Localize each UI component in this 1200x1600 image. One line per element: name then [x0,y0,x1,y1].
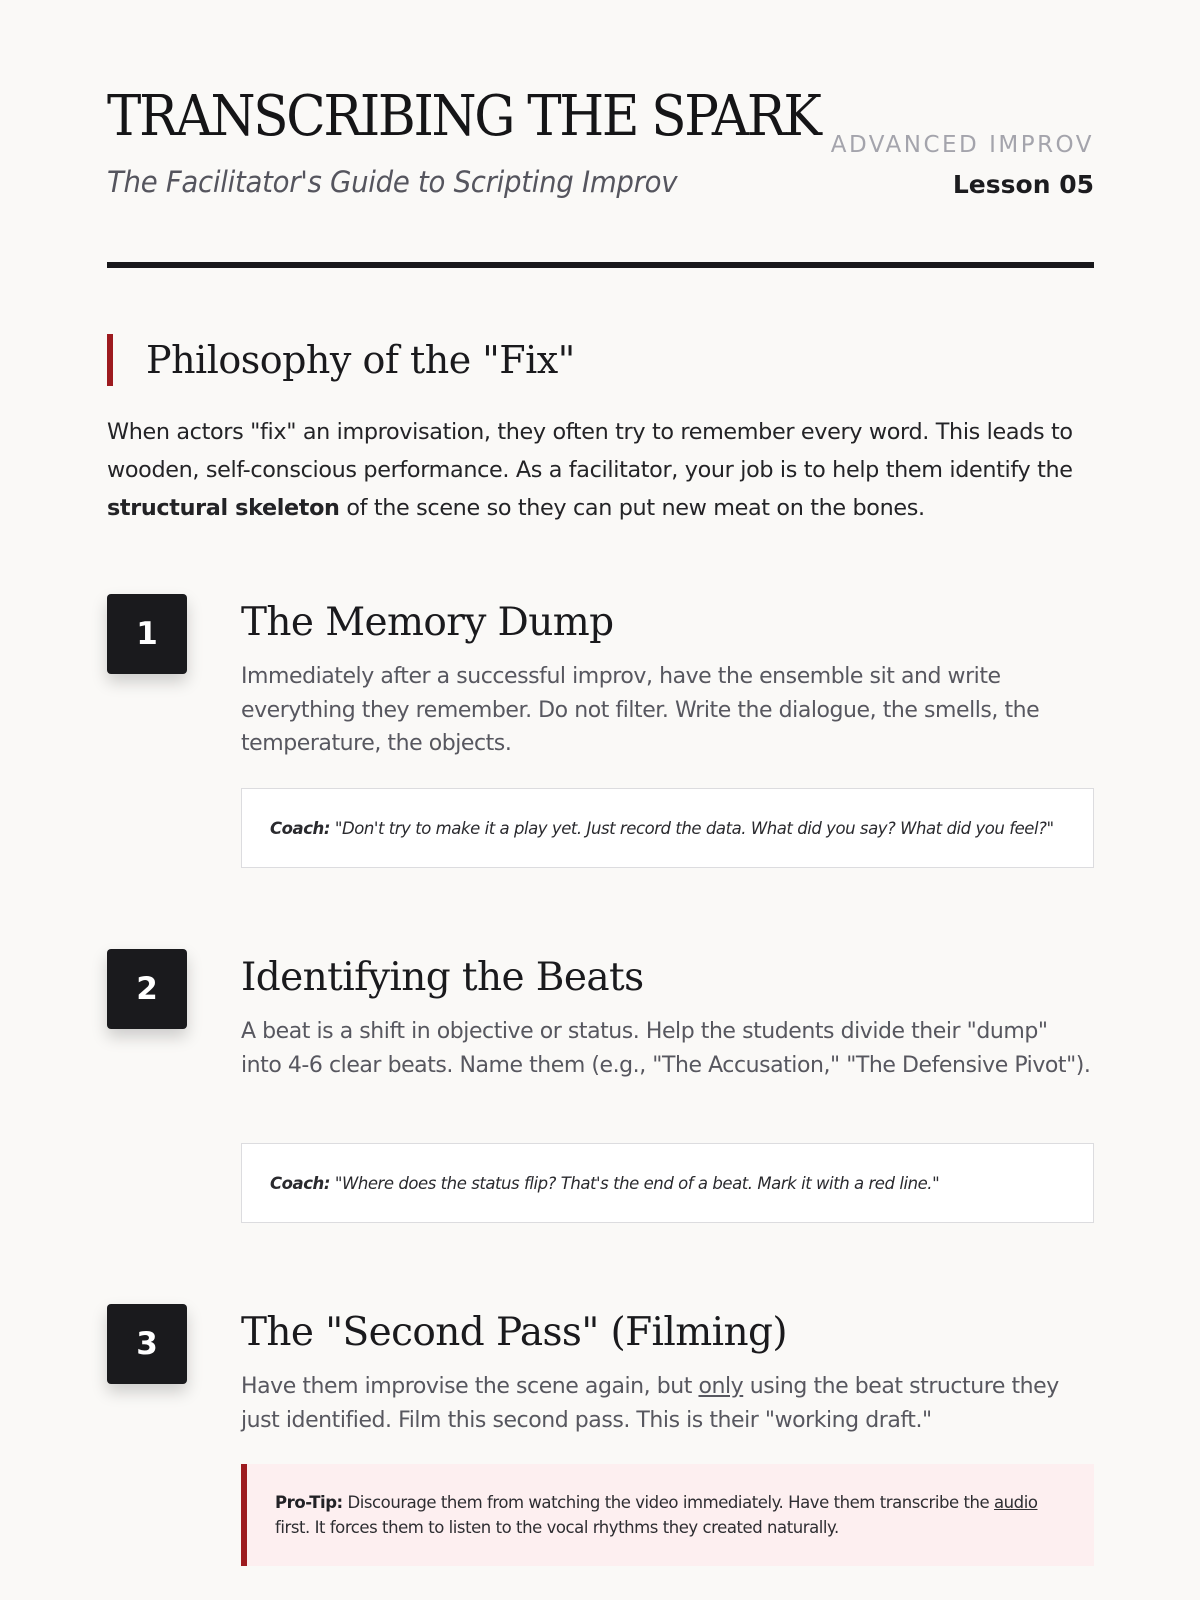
coach-quote-box [241,788,1094,868]
step-title: The "Second Pass" (Filming) [241,1310,788,1355]
pro-tip-label: Pro-Tip: [275,1493,343,1512]
step-number-badge: 3 [107,1304,187,1384]
step-description: Immediately after a successful improv, have the ensemble sit and write everything they remember. Do not filter. Write the dialogue, the smells, the temperature, the objects. [241,664,1040,756]
coach-quote-line [270,819,1054,838]
step-title: The Memory Dump [241,600,614,645]
step-body [241,594,1094,838]
course-label: ADVANCED IMPROV [830,132,1094,158]
page-subtitle: The Facilitator's Guide to Scripting Improv [107,165,678,199]
step-text-after: using the beat structure they just identified. Film this second pass. This is their "working draft." [241,1374,1059,1433]
header-divider [107,262,1094,268]
coach-quote: "Don't try to make it a play yet. Just record the data. What did you say? What did you feel?" [334,818,1054,838]
page-title: TRANSCRIBING THE SPARK [107,84,820,149]
coach-label: Coach: [270,1173,331,1193]
step-text-before: Have them improvise the scene again, but [241,1374,699,1399]
step-description: A beat is a shift in objective or status. Help the students divide their "dump" into 4-6 clear beats. Name them (e.g., "The Accusation," "The Defensive Pivot"). [241,1019,1091,1078]
philosophy-paragraph [107,413,1094,527]
step-title: Identifying the Beats [241,955,644,1000]
pro-tip-text-before: Discourage them from watching the video immediately. Have them transcribe the [342,1493,995,1512]
pro-tip-callout [241,1464,1094,1566]
step-body [241,1304,1094,1537]
lesson-number: Lesson 05 [952,170,1094,199]
page-header [107,84,1094,214]
step-text-emphasis: only [698,1374,744,1399]
step-number-badge: 1 [107,594,187,674]
philosophy-text-after: of the scene so they can put new meat on the bones. [339,495,925,521]
coach-quote: "Where does the status flip? That's the end of a beat. Mark it with a red line." [334,1173,940,1193]
pro-tip-emphasis: audio [994,1493,1038,1512]
step-number-badge: 2 [107,949,187,1029]
step-description [241,1370,1094,1437]
coach-quote-box [241,1143,1094,1223]
philosophy-bold-term: structural skeleton [107,495,340,521]
coach-quote-line [270,1174,939,1193]
section-heading-philosophy: Philosophy of the "Fix" [107,334,575,386]
coach-label: Coach: [270,818,331,838]
philosophy-text-before: When actors "fix" an improvisation, they often try to remember every word. This leads to wooden, self-conscious performance. As a facilitator, your job is to help them identify the [107,419,1073,483]
step-body [241,949,1094,1193]
pro-tip-text-after: first. It forces them to listen to the vocal rhythms they created naturally. [275,1518,839,1537]
